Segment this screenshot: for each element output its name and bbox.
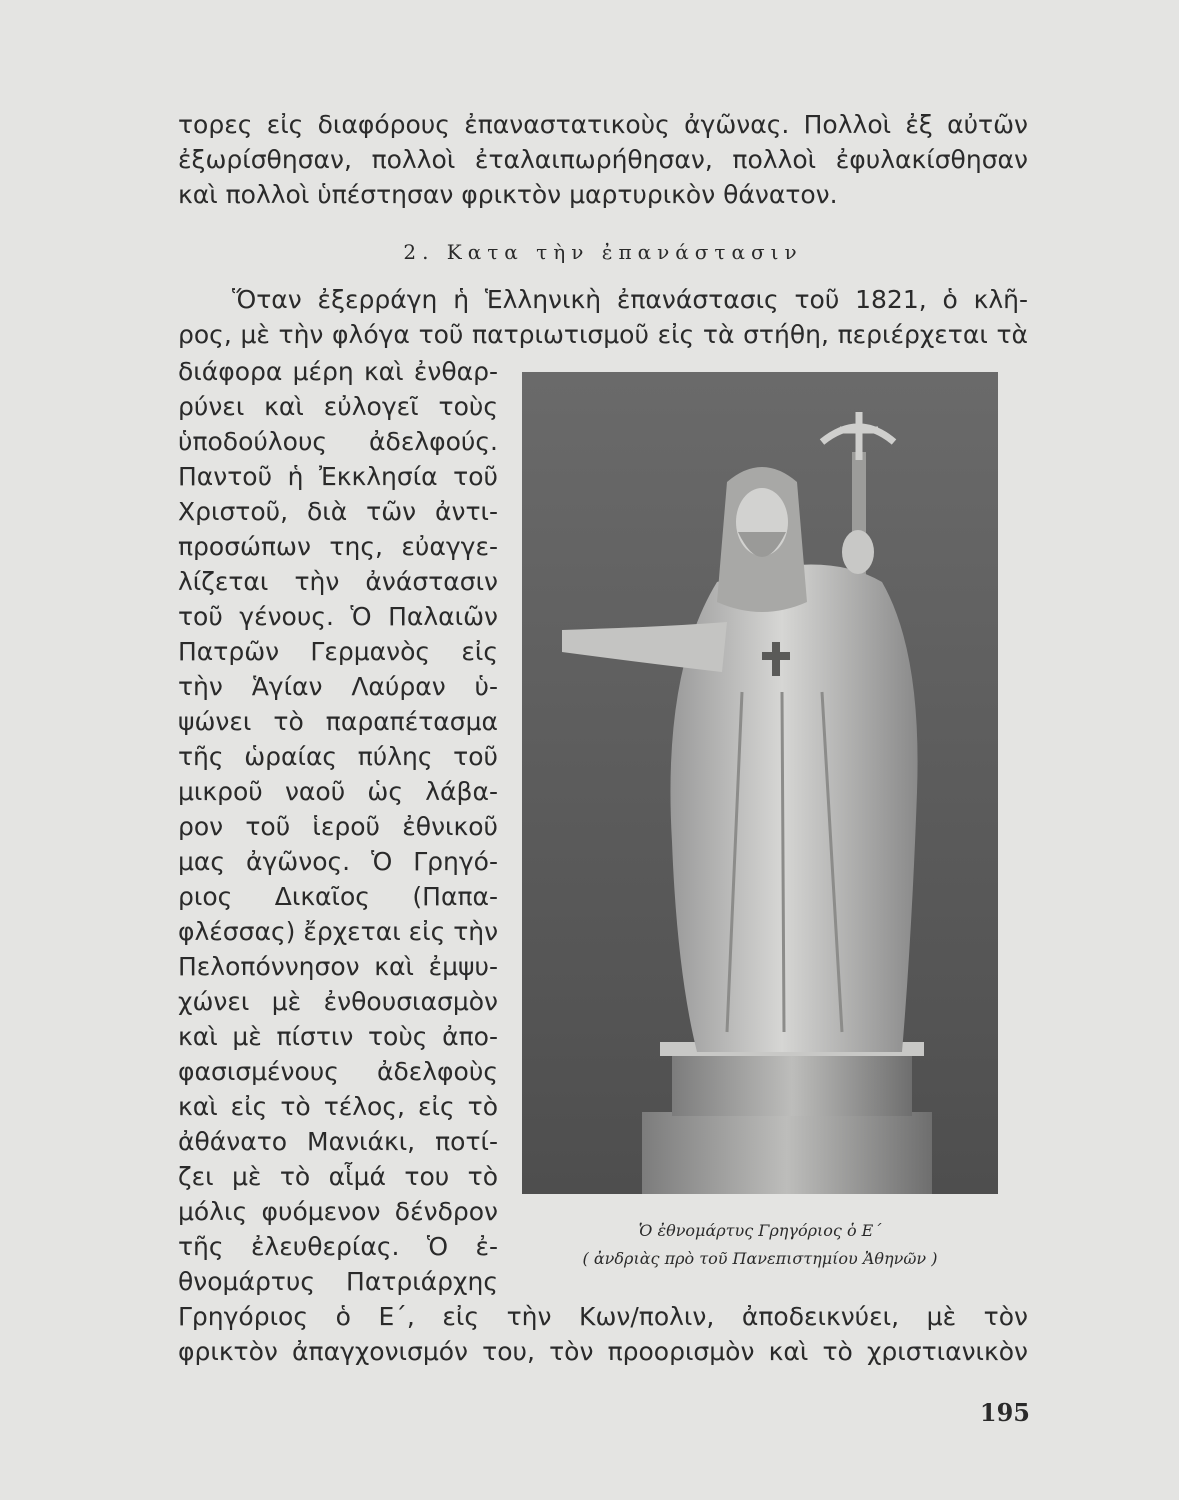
text-line: ζει μὲ τὸ αἷμά του τὸ [178,1162,498,1191]
statue-photograph [522,372,998,1194]
section-heading: 2. Κατα τὴν ἐπανάστασιν [403,240,803,264]
text-line: ἐξωρίσθησαν, πολλοὶ ἐταλαιπωρήθησαν, πολλοὶ ἐφυλακίσθησαν [178,145,1028,174]
text-line: φασισμένους ἀδελφοὺς [178,1057,498,1086]
text-line: χώνει μὲ ἐνθουσιασμὸν [178,987,498,1016]
photo-caption-title: Ὁ ἐθνομάρτυς Γρηγόριος ὁ Ε΄ [638,1221,882,1240]
text-line: Γρηγόριος ὁ Ε΄, εἰς τὴν Κων/πολιν, ἀποδεικνύει, μὲ τὸν [178,1302,1028,1331]
text-line: φλέσσας) ἔρχεται εἰς τὴν [178,917,499,946]
text-line: καὶ πολλοὶ ὑπέστησαν φρικτὸν μαρτυρικὸν θάνατον. [178,180,838,209]
text-line: ρον τοῦ ἱεροῦ ἐθνικοῦ [178,812,498,841]
statue-illustration [522,372,998,1194]
text-line: φρικτὸν ἀπαγχονισμόν του, τὸν προορισμὸν καὶ τὸ χριστιανικὸν [178,1337,1028,1366]
text-line: διάφορα μέρη καὶ ἐνθαρ- [178,357,498,386]
text-line: τῆς ὡραίας πύλης τοῦ [178,742,498,771]
text-line: προσώπων της, εὐαγγε- [178,532,498,561]
text-line: τὴν Ἁγίαν Λαύραν ὑ- [178,672,498,701]
photo-caption-subtitle: ( ἀνδριὰς πρὸ τοῦ Πανεπιστημίου Ἀθηνῶν ) [582,1249,938,1268]
text-line: ρος, μὲ τὴν φλόγα τοῦ πατριωτισμοῦ εἰς τὰ στήθη, περιέρχεται τὰ [178,320,1028,349]
text-line: λίζεται τὴν ἀνάστασιν [178,567,498,596]
text-line: μόλις φυόμενον δένδρον [178,1197,498,1226]
text-line: Χριστοῦ, διὰ τῶν ἀντι- [178,497,498,526]
text-line: καὶ εἰς τὸ τέλος, εἰς τὸ [178,1092,498,1121]
text-line: θνομάρτυς Πατριάρχης [178,1267,498,1296]
text-line: ἀθάνατο Μανιάκι, ποτί- [178,1127,498,1156]
text-line: τοῦ γένους. Ὁ Παλαιῶν [178,602,498,631]
text-line: ψώνει τὸ παραπέτασμα [178,707,498,736]
text-line: τῆς ἐλευθερίας. Ὁ ἐ- [178,1232,498,1261]
text-line: τορες εἰς διαφόρους ἐπαναστατικοὺς ἀγῶνας. Πολλοὶ ἐξ αὐτῶν [178,110,1028,139]
text-line: Παντοῦ ἡ Ἐκκλησία τοῦ [178,462,498,491]
text-line: ὑποδούλους ἀδελφούς. [178,427,498,456]
text-line: Πελοπόννησον καὶ ἐμψυ- [178,952,498,981]
text-line: ρύνει καὶ εὐλογεῖ τοὺς [178,392,498,421]
text-line: Ὅταν ἐξερράγη ἡ Ἑλληνικὴ ἐπανάστασις τοῦ 1821, ὁ κλῆ- [232,285,1028,314]
text-line: ριος Δικαῖος (Παπα- [178,882,498,911]
text-line: καὶ μὲ πίστιν τοὺς ἀπο- [178,1022,498,1051]
page-number: 195 [979,1398,1030,1427]
text-line: μικροῦ ναοῦ ὡς λάβα- [178,777,498,806]
text-line: Πατρῶν Γερμανὸς εἰς [178,637,498,666]
text-line: μας ἀγῶνος. Ὁ Γρηγό- [178,847,498,876]
